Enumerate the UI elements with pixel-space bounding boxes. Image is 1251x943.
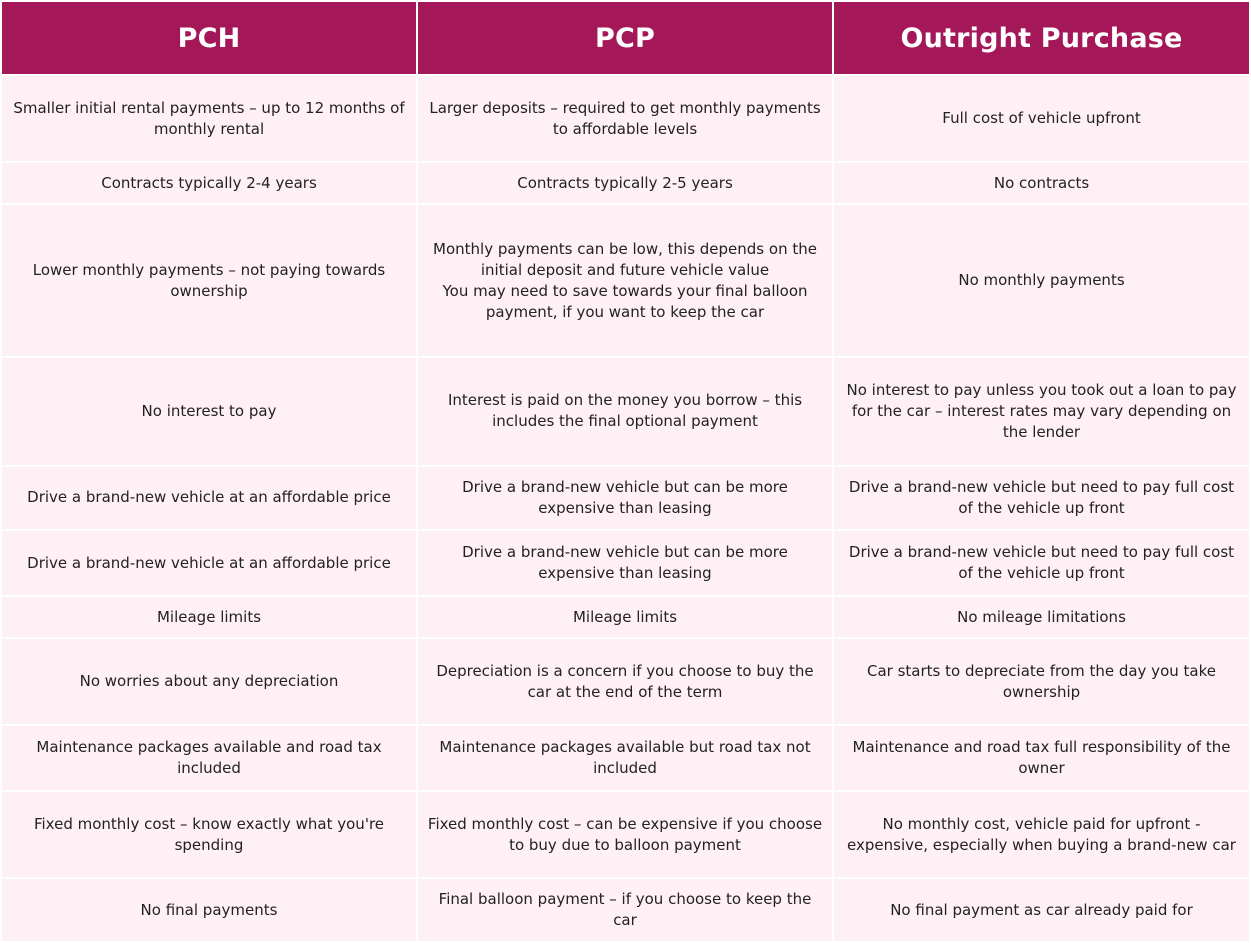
pch-cell: No worries about any depreciation xyxy=(2,639,416,724)
outright-cell: No final payment as car already paid for xyxy=(834,879,1249,941)
pcp-cell: Drive a brand-new vehicle but can be more expensive than leasing xyxy=(418,467,832,530)
header-pch: PCH xyxy=(2,2,416,74)
pcp-cell: Larger deposits – required to get monthly payments to affordable levels xyxy=(418,76,832,161)
pcp-cell: Drive a brand-new vehicle but can be more expensive than leasing xyxy=(418,531,832,595)
pcp-cell: Contracts typically 2-5 years xyxy=(418,163,832,203)
pcp-cell-line: Monthly payments can be low, this depends on the initial deposit and future vehicle value xyxy=(433,239,817,279)
header-outright-purchase: Outright Purchase xyxy=(834,2,1249,74)
outright-cell: Drive a brand-new vehicle but need to pay full cost of the vehicle up front xyxy=(834,531,1249,595)
outright-cell: No monthly payments xyxy=(834,205,1249,356)
pch-cell: Lower monthly payments – not paying towards ownership xyxy=(2,205,416,356)
pcp-cell: Final balloon payment – if you choose to keep the car xyxy=(418,879,832,941)
table-row xyxy=(2,76,1249,161)
pcp-cell: Mileage limits xyxy=(418,597,832,637)
pcp-cell: Interest is paid on the money you borrow – this includes the final optional payment xyxy=(418,358,832,464)
table-row xyxy=(2,531,1249,595)
pch-cell: Mileage limits xyxy=(2,597,416,637)
pcp-cell: Maintenance packages available but road tax not included xyxy=(418,726,832,790)
table-row xyxy=(2,163,1249,203)
table-row xyxy=(2,726,1249,790)
pch-cell: Fixed monthly cost – know exactly what you're spending xyxy=(2,792,416,877)
outright-cell: No interest to pay unless you took out a loan to pay for the car – interest rates may vary depending on the lender xyxy=(834,358,1249,464)
table-row xyxy=(2,467,1249,530)
outright-cell: No contracts xyxy=(834,163,1249,203)
outright-cell: No monthly cost, vehicle paid for upfront - expensive, especially when buying a brand-new car xyxy=(834,792,1249,877)
table-row xyxy=(2,639,1249,724)
pcp-cell-line: You may need to save towards your final balloon payment, if you want to keep the car xyxy=(442,281,808,321)
header-pcp: PCP xyxy=(418,2,832,74)
pcp-cell: Fixed monthly cost – can be expensive if you choose to buy due to balloon payment xyxy=(418,792,832,877)
table-row xyxy=(2,792,1249,877)
table-row xyxy=(2,205,1249,356)
outright-cell: Drive a brand-new vehicle but need to pay full cost of the vehicle up front xyxy=(834,467,1249,530)
pcp-cell: Depreciation is a concern if you choose to buy the car at the end of the term xyxy=(418,639,832,724)
header-row xyxy=(2,2,1249,74)
outright-cell: Maintenance and road tax full responsibility of the owner xyxy=(834,726,1249,790)
table-row xyxy=(2,879,1249,941)
table-row xyxy=(2,597,1249,637)
pcp-cell xyxy=(418,205,832,356)
pch-cell: Maintenance packages available and road tax included xyxy=(2,726,416,790)
pch-cell: No final payments xyxy=(2,879,416,941)
pch-cell: Smaller initial rental payments – up to 12 months of monthly rental xyxy=(2,76,416,161)
pch-cell: No interest to pay xyxy=(2,358,416,464)
pch-cell: Drive a brand-new vehicle at an affordable price xyxy=(2,467,416,530)
table-row xyxy=(2,358,1249,464)
outright-cell: No mileage limitations xyxy=(834,597,1249,637)
pch-cell: Drive a brand-new vehicle at an affordable price xyxy=(2,531,416,595)
pch-cell: Contracts typically 2-4 years xyxy=(2,163,416,203)
outright-cell: Car starts to depreciate from the day you take ownership xyxy=(834,639,1249,724)
outright-cell: Full cost of vehicle upfront xyxy=(834,76,1249,161)
